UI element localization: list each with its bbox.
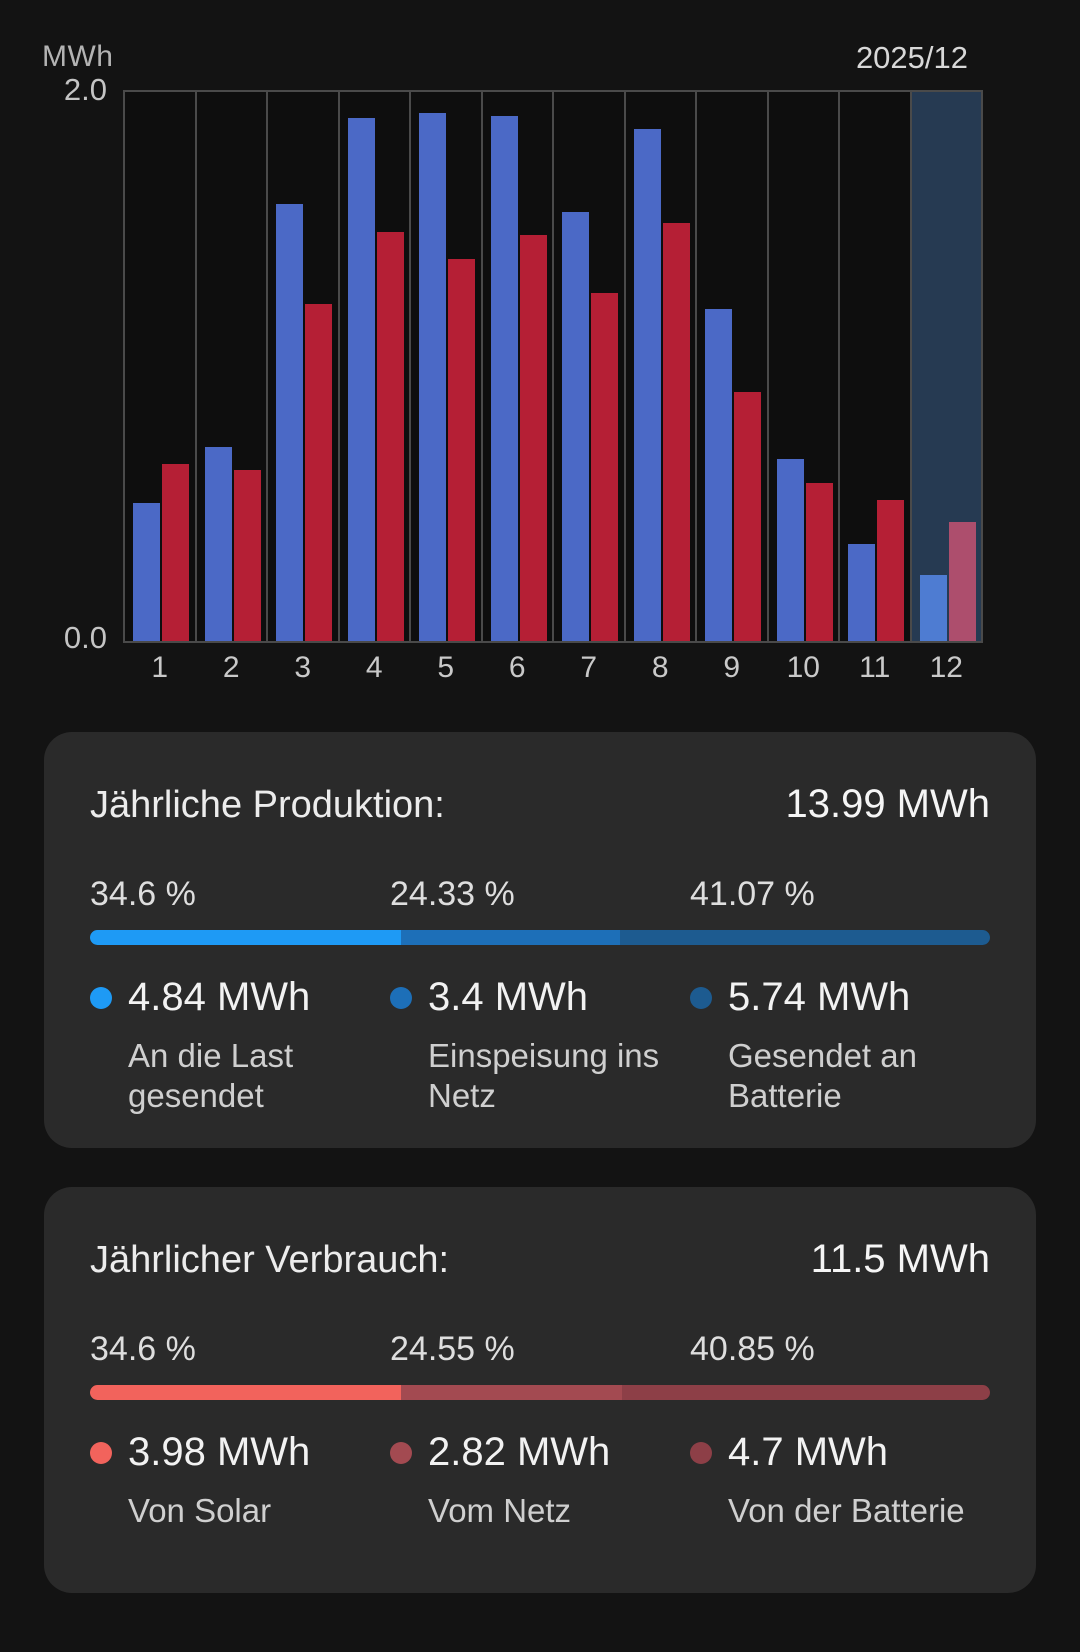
card-total-value: 11.5 MWh — [810, 1237, 990, 1281]
percent-label: 24.55 % — [390, 1330, 515, 1368]
annual-production-card — [44, 732, 1036, 1148]
x-axis-month-label: 4 — [365, 651, 383, 684]
legend-dot — [690, 987, 712, 1009]
legend-value: 4.84 MWh — [128, 975, 311, 1019]
consumption-bar — [806, 483, 833, 641]
x-axis-month-label: 10 — [786, 651, 820, 684]
y-axis-max-tick: 2.0 — [63, 72, 107, 107]
legend-dot — [690, 1442, 712, 1464]
legend-item — [90, 975, 390, 1115]
legend-dot — [390, 987, 412, 1009]
chart-column-9[interactable] — [695, 92, 767, 684]
production-bar — [562, 212, 589, 641]
distribution-segment — [401, 930, 620, 945]
legend-item — [390, 975, 690, 1115]
x-axis-month-label: 6 — [508, 651, 526, 684]
production-bar — [634, 129, 661, 641]
production-bar — [419, 113, 446, 641]
production-bar — [348, 118, 375, 641]
production-bar — [276, 204, 303, 641]
chart-column-2[interactable] — [195, 92, 267, 684]
legend-item — [690, 1430, 990, 1531]
chart-column-3[interactable] — [266, 92, 338, 684]
annual-consumption-card — [44, 1187, 1036, 1593]
chart-column-11[interactable] — [838, 92, 910, 684]
chart-column-1[interactable] — [123, 92, 195, 684]
chart-column-5[interactable] — [409, 92, 481, 684]
legend-dot — [390, 1442, 412, 1464]
consumption-bar — [305, 304, 332, 641]
production-bar — [491, 116, 518, 641]
x-axis-month-label: 9 — [723, 651, 741, 684]
monthly-energy-bar-chart — [123, 90, 983, 684]
percent-label: 34.6 % — [90, 875, 196, 913]
chart-column-7[interactable] — [552, 92, 624, 684]
legend-value: 2.82 MWh — [428, 1430, 611, 1474]
percent-label: 41.07 % — [690, 875, 815, 913]
chart-column-8[interactable] — [624, 92, 696, 684]
card-total-value: 13.99 MWh — [785, 782, 990, 826]
consumption-bar — [234, 470, 261, 641]
x-axis-month-label: 5 — [437, 651, 455, 684]
production-distribution-bar — [90, 930, 990, 945]
y-axis-min-tick: 0.0 — [63, 620, 107, 655]
x-axis-month-label: 11 — [859, 651, 891, 684]
percent-label: 34.6 % — [90, 1330, 196, 1368]
legend-item — [390, 1430, 690, 1531]
production-bar — [705, 309, 732, 641]
chart-column-4[interactable] — [338, 92, 410, 684]
distribution-segment — [401, 1385, 622, 1400]
legend-value: 4.7 MWh — [728, 1430, 889, 1474]
card-title: Jährlicher Verbrauch: — [90, 1239, 450, 1281]
production-bar — [777, 459, 804, 641]
x-axis-month-label: 12 — [929, 651, 963, 684]
legend-label: Gesendet an Batterie — [728, 1037, 917, 1114]
x-axis-month-label: 3 — [294, 651, 312, 684]
distribution-segment — [622, 1385, 990, 1400]
legend-label: Einspeisung ins Netz — [428, 1037, 660, 1114]
y-axis-unit-label: MWh — [42, 40, 114, 73]
legend-value: 3.4 MWh — [428, 975, 589, 1019]
consumption-bar — [520, 235, 547, 641]
legend-item — [690, 975, 990, 1115]
selected-period-label[interactable]: 2025/12 — [855, 40, 968, 75]
consumption-bar — [448, 259, 475, 641]
legend-dot — [90, 987, 112, 1009]
legend-label: Von Solar — [128, 1492, 272, 1529]
chart-column-10[interactable] — [767, 92, 839, 684]
legend-label: Von der Batterie — [728, 1492, 965, 1529]
percent-label: 24.33 % — [390, 875, 515, 913]
consumption-bar — [162, 464, 189, 641]
production-bar — [133, 503, 160, 641]
legend-dot — [90, 1442, 112, 1464]
production-bar — [920, 575, 947, 641]
consumption-bar — [377, 232, 404, 641]
consumption-bar — [734, 392, 761, 641]
x-axis-month-label: 8 — [651, 651, 669, 684]
consumption-bar — [663, 223, 690, 641]
legend-label: An die Last gesendet — [128, 1037, 294, 1114]
legend-value: 3.98 MWh — [128, 1430, 311, 1474]
legend-label: Vom Netz — [428, 1492, 572, 1529]
x-axis-month-label: 1 — [151, 651, 169, 684]
chart-column-12[interactable] — [910, 92, 982, 684]
legend-value: 5.74 MWh — [728, 975, 911, 1019]
percent-label: 40.85 % — [690, 1330, 815, 1368]
legend-item — [90, 1430, 390, 1531]
distribution-segment — [620, 930, 990, 945]
x-axis-month-label: 7 — [580, 651, 598, 684]
distribution-segment — [90, 930, 401, 945]
production-bar — [848, 544, 875, 641]
consumption-bar — [591, 293, 618, 641]
production-bar — [205, 447, 232, 641]
chart-column-6[interactable] — [481, 92, 553, 684]
consumption-distribution-bar — [90, 1385, 990, 1400]
x-axis-month-label: 2 — [222, 651, 240, 684]
consumption-bar — [877, 500, 904, 641]
card-title: Jährliche Produktion: — [90, 784, 445, 826]
consumption-bar — [949, 522, 976, 641]
distribution-segment — [90, 1385, 401, 1400]
